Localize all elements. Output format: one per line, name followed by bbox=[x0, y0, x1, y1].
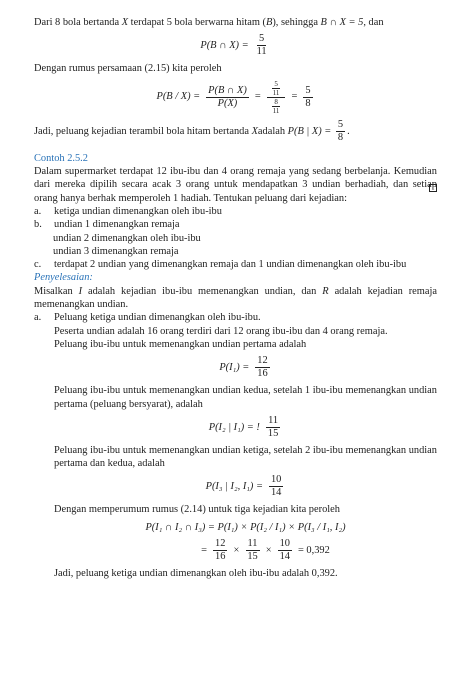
text: Peluang ibu-ibu untuk memenangkan undian pertama adalah bbox=[54, 339, 307, 350]
numerator: 8 bbox=[274, 97, 278, 106]
list-text: terdapat 2 undian yang dimenangkan remaja dan 1 undian dimenangkan oleh ibu-ibu bbox=[54, 259, 407, 271]
fraction bbox=[278, 538, 292, 563]
denominator: 8 bbox=[337, 131, 344, 143]
list-label: a. bbox=[34, 205, 42, 217]
denominator: 11 bbox=[272, 88, 280, 97]
numerator: 5 bbox=[337, 118, 344, 130]
denominator: 14 bbox=[279, 550, 290, 562]
text: Peluang ibu-ibu untuk memenangkan undian kedua, setelah 1 ibu-ibu memenangkan undian pertama (peluang bersyarat), adalah bbox=[54, 385, 437, 410]
equation-pbx bbox=[34, 33, 437, 58]
text: Peserta undian adalah 16 orang terdiri dari 12 orang ibu-ibu dan 4 orang remaja. bbox=[54, 325, 388, 337]
numerator: P(B ∩ X) bbox=[208, 84, 247, 96]
solution-a-body bbox=[54, 325, 437, 580]
fraction bbox=[206, 85, 249, 110]
denominator: 15 bbox=[267, 427, 279, 439]
equals-sign: = bbox=[254, 91, 261, 103]
math-expr: P(I₃ | I₂, I₁) = bbox=[205, 481, 263, 493]
list-text: Peluang ketiga undian dimenangkan oleh ibu-ibu. bbox=[54, 312, 261, 324]
text: adalah kejadian ibu-ibu memenangkan undian, dan bbox=[82, 285, 323, 297]
list-item bbox=[34, 218, 437, 231]
fraction bbox=[336, 119, 345, 144]
math-var: X bbox=[251, 125, 258, 137]
math-expr: P(B / X) = bbox=[156, 91, 201, 103]
text: ), sehingga bbox=[272, 17, 321, 28]
text: Misalkan bbox=[34, 285, 79, 297]
denominator: 16 bbox=[257, 368, 268, 380]
list-label: b. bbox=[34, 219, 42, 231]
end-of-proof-icon bbox=[429, 184, 437, 192]
list-text: ketiga undian dimenangkan oleh ibu-ibu bbox=[54, 205, 222, 217]
math-var: I bbox=[78, 285, 83, 297]
text: Dari 8 bola bertanda bbox=[34, 17, 122, 28]
list-label: a. bbox=[34, 312, 42, 324]
equation-conditional bbox=[34, 80, 437, 115]
sub-item: undian 2 dimenangkan oleh ibu-ibu bbox=[53, 232, 201, 244]
numerator: 10 bbox=[270, 474, 282, 486]
denominator: 11 bbox=[256, 46, 267, 58]
fraction bbox=[269, 474, 283, 499]
math-expr: P(B ∩ X) = bbox=[200, 40, 249, 52]
numerator: 5 bbox=[305, 84, 311, 96]
paragraph-bola bbox=[34, 16, 437, 29]
numerator: 5 bbox=[259, 33, 265, 45]
equation-pi2 bbox=[54, 415, 437, 440]
solution-part-a bbox=[34, 311, 437, 324]
equals-sign: = bbox=[291, 91, 298, 103]
math-expr: P(I₁ ∩ I₂ ∩ I₃) = P(I₁) × P(I₂ / I₁) × P(I₃ / I₁, I₂) bbox=[145, 521, 346, 533]
math-expr: P(B | X) = bbox=[287, 125, 332, 137]
math-expr: P(I₁) = bbox=[219, 362, 250, 374]
numerator: 5 bbox=[274, 79, 278, 88]
fraction bbox=[271, 98, 282, 115]
numerator: 12 bbox=[257, 355, 268, 367]
math-var: X bbox=[121, 17, 129, 28]
list-text: undian 1 dimenangkan remaja bbox=[54, 219, 180, 231]
math-expr: P(I₂ | I₁) = ! bbox=[208, 421, 260, 433]
numerator: 12 bbox=[215, 537, 226, 549]
text: Peluang ibu-ibu untuk memenangkan undian ketiga, setelah 2 ibu-ibu memenangkan undian pertama dan kedua, adalah bbox=[54, 444, 437, 470]
example-body: Dalam supermarket terdapat 12 ibu-ibu dan 4 orang remaja yang sedang berbelanja. Kemudian dari mereka dipilih secara acak 3 orang untuk mendapatkan 3 undian berhadiah, dan setiap orang hanya berhak memperoleh 1 hadiah. Tentukan peluang dari kejadian: bbox=[34, 165, 437, 204]
numerator: 11 bbox=[247, 537, 258, 549]
text: . bbox=[347, 125, 350, 137]
fraction bbox=[303, 85, 312, 110]
equation-intersection bbox=[54, 521, 437, 534]
text: Dengan memperumum rumus (2.14) untuk tiga kejadian kita peroleh bbox=[54, 504, 340, 516]
math-var: R bbox=[322, 285, 329, 297]
compound-fraction bbox=[267, 80, 286, 115]
conclusion: Jadi, peluang ketiga undian dimenangkan oleh ibu-ibu adalah 0,392. bbox=[54, 567, 338, 579]
result: = 0,392 bbox=[297, 544, 330, 556]
paragraph-jadi bbox=[34, 119, 437, 144]
paragraph-rumus: Dengan rumus persamaan (2.15) kita peroleh bbox=[34, 63, 222, 75]
times-sign: × bbox=[233, 544, 240, 556]
equals-sign: = bbox=[201, 544, 208, 556]
sub-item: undian 3 dimenangkan remaja bbox=[53, 245, 179, 257]
text: Jadi, peluang kejadian terambil bola hitam bertanda bbox=[34, 125, 249, 137]
solution-title: Penyelesaian: bbox=[34, 272, 93, 284]
equation-product bbox=[94, 538, 437, 563]
list-item bbox=[34, 205, 437, 218]
numerator: 10 bbox=[279, 537, 290, 549]
text: terdapat 5 bola berwarna hitam ( bbox=[128, 17, 266, 28]
equation-pi1 bbox=[54, 355, 437, 380]
fraction bbox=[255, 33, 269, 58]
math-var: B bbox=[265, 17, 273, 28]
times-sign: × bbox=[265, 544, 272, 556]
fraction bbox=[271, 80, 282, 97]
denominator: 8 bbox=[305, 97, 311, 109]
example-title: Contoh 2.5.2 bbox=[34, 152, 88, 164]
denominator: 15 bbox=[247, 550, 258, 562]
fraction bbox=[266, 415, 280, 440]
list-item bbox=[34, 258, 437, 271]
text: , dan bbox=[363, 17, 384, 28]
denominator: P(X) bbox=[217, 97, 238, 109]
denominator: 14 bbox=[270, 487, 282, 499]
fraction bbox=[245, 538, 259, 563]
numerator: 11 bbox=[268, 414, 279, 426]
text: adalah bbox=[257, 125, 286, 137]
fraction bbox=[255, 355, 269, 380]
denominator: 11 bbox=[272, 106, 280, 115]
text: adalah kejadian remaja memenangkan undian. bbox=[34, 285, 437, 311]
fraction bbox=[213, 538, 227, 563]
list-label: c. bbox=[34, 259, 42, 271]
math-expr: B ∩ X = 5 bbox=[320, 17, 364, 28]
equation-pi3 bbox=[54, 474, 437, 499]
solution-intro bbox=[34, 285, 437, 312]
denominator: 16 bbox=[215, 550, 226, 562]
